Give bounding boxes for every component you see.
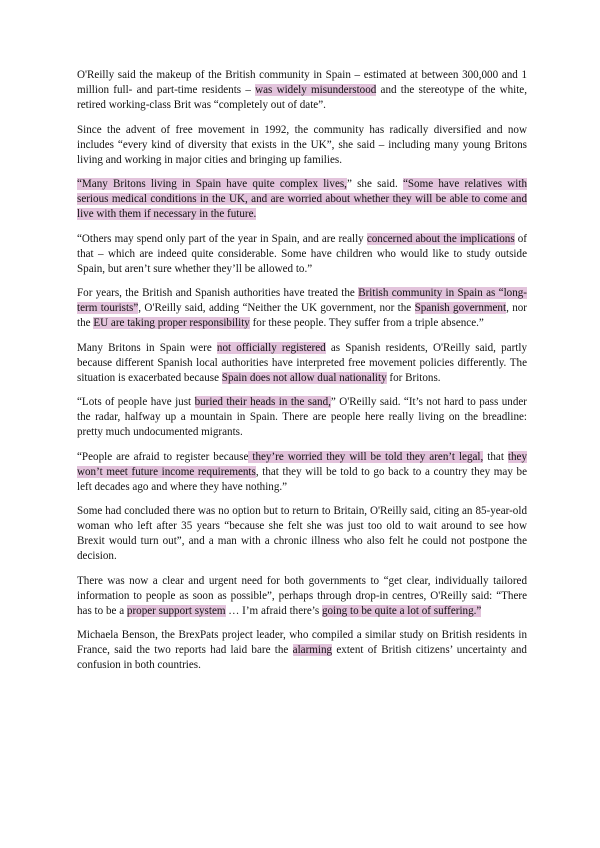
highlighted-text: proper support system	[126, 604, 226, 617]
paragraph-2	[77, 123, 527, 168]
text-run: Since the advent of free movement in 1992, the community has radically diversified and now includes “every kind of diversity that exists in the UK”, she said – including many young Britons living and working in major cities and bringing up families.	[77, 123, 527, 166]
text-run: “Lots of people have just	[77, 396, 195, 408]
paragraph-7	[77, 395, 527, 440]
article-body	[77, 68, 527, 673]
paragraph-6	[77, 341, 527, 386]
highlighted-text: Spanish government	[414, 302, 507, 314]
highlighted-text: was widely misunderstood	[255, 84, 377, 96]
text-run: … I’m afraid there’s	[225, 604, 322, 617]
document-page	[77, 68, 527, 683]
text-run: For years, the British and Spanish authorities have treated the	[77, 287, 359, 299]
text-run: , nor the	[77, 302, 527, 329]
highlighted-text: British community in Spain as “long-term tourists”	[77, 287, 527, 314]
text-run: Some had concluded there was no option but to return to Britain, O'Reilly said, citing an 85-year-old woman who left after 35 years “because she felt she was just too old to wait around to see how Brexit would turn out”, and a man with a chronic illness who also felt he could not postpone the decision.	[77, 505, 527, 562]
text-run: O'Reilly said the makeup of the British community in Spain – estimated at between 300,000 and 1 million full- and part-time residents –	[77, 69, 527, 96]
text-run: extent of British citizens’ uncertainty and confusion in both countries.	[77, 644, 527, 671]
text-run: , O'Reilly said, adding “Neither the UK government, nor the	[138, 302, 415, 314]
text-run: that	[483, 450, 508, 463]
paragraph-1	[77, 68, 527, 113]
highlighted-text: concerned about the implications	[366, 232, 515, 245]
highlighted-text: not officially registered	[216, 341, 326, 354]
text-run: ” O'Reilly said. “It’s not hard to pass under the radar, halfway up a mountain in Spain. There are people here really living on the breadline: pretty much undocumented migrants.	[77, 396, 528, 438]
highlighted-text: EU are taking proper responsibility	[93, 317, 250, 329]
paragraph-9	[77, 504, 527, 564]
text-run: , that they will be told to go back to a country they may be left decades ago and where they have nothing.”	[77, 465, 527, 493]
text-run: Many Britons in Spain were	[77, 341, 217, 354]
highlighted-text: going to be quite a lot of suffering.”	[321, 604, 482, 617]
paragraph-11	[77, 628, 527, 673]
text-run: Michaela Benson, the BrexPats project leader, who compiled a similar study on British residents in France, said the two reports had laid bare the	[77, 629, 527, 656]
text-run: and the stereotype of the white, retired working-class Brit was “completely out of date”.	[77, 84, 528, 111]
text-run: for these people. They suffer from a triple absence.”	[249, 317, 484, 329]
paragraph-5	[77, 286, 527, 331]
highlighted-text: “Many Britons living in Spain have quite complex lives,	[77, 178, 347, 190]
text-run: There was now a clear and urgent need for both governments to “get clear, individually tailored information to people as soon as possible”, perhaps through drop-in centres, O'Reilly said: “There has to be a	[77, 574, 527, 617]
highlighted-text: they won’t meet future income requirements	[77, 450, 527, 478]
text-run: of that – which are indeed quite considerable. Some have children who would like to study outside Spain, but aren’t sure whether they’ll be allowed to.”	[77, 232, 527, 275]
paragraph-8	[77, 450, 527, 495]
highlighted-text: buried their heads in the sand,	[194, 396, 331, 408]
paragraph-10	[77, 574, 527, 619]
text-run: ” she said.	[346, 178, 403, 190]
text-run: “Others may spend only part of the year in Spain, and are really	[77, 232, 367, 245]
paragraph-4	[77, 232, 527, 277]
paragraph-3	[77, 177, 527, 222]
highlighted-text: they’re worried they will be told they aren’t legal,	[248, 450, 484, 463]
highlighted-text: Spain does not allow dual nationality	[221, 371, 387, 384]
highlighted-text: alarming	[292, 644, 333, 656]
text-run: for Britons.	[386, 371, 441, 384]
highlighted-text: “Some have relatives with serious medical conditions in the UK, and are worried about whether they will be able to come and live with them if necessary in the future.	[77, 178, 527, 220]
text-run: “People are afraid to register because	[77, 450, 249, 463]
text-run: as Spanish residents, O'Reilly said, partly because different Spanish local authorities have interpreted free movement policies differently. The situation is exacerbated because	[77, 341, 528, 384]
